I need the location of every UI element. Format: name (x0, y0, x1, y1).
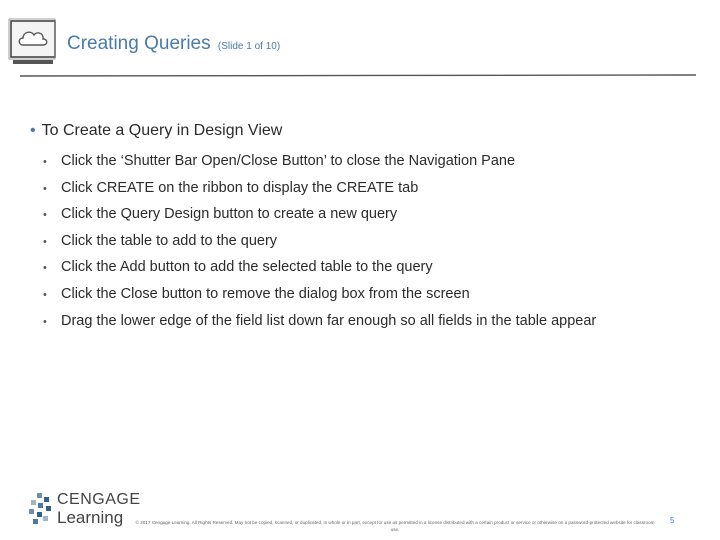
slide-header (6, 18, 706, 80)
step-text: Drag the lower edge of the field list down far enough so all fields in the table appear (61, 312, 597, 329)
main-bullet-text: To Create a Query in Design View (41, 122, 283, 139)
bullet-icon: • (43, 315, 47, 328)
list-item (43, 311, 596, 338)
page-number: 5 (670, 516, 675, 525)
list-item (43, 284, 596, 311)
list-item (43, 204, 596, 231)
steps-list (43, 151, 596, 337)
step-text: Click the Query Design button to create a new query (61, 206, 398, 223)
bullet-icon: • (43, 182, 47, 195)
step-text: Click CREATE on the ribbon to display the CREATE tab (61, 179, 419, 196)
bullet-icon: • (43, 156, 47, 168)
title-divider (20, 74, 696, 78)
bullet-icon: • (43, 209, 47, 222)
step-text: Click the table to add to the query (61, 232, 278, 249)
bullet-icon: • (43, 288, 47, 301)
bullet-icon: • (30, 122, 36, 139)
logo-line1: CENGAGE (57, 491, 141, 508)
slide-title-sub: (Slide 1 of 10) (217, 41, 281, 52)
list-item (43, 178, 596, 205)
slide-title (67, 33, 280, 55)
list-item (43, 257, 596, 284)
step-text: Click the Close button to remove the dialog box from the screen (61, 285, 470, 302)
cloud-monitor-icon (8, 18, 60, 70)
logo-line2: Learning (57, 508, 124, 527)
list-item (43, 151, 596, 178)
step-text: Click the ‘Shutter Bar Open/Close Button’ to close the Navigation Pane (61, 153, 516, 169)
bullet-icon: • (43, 235, 47, 248)
slide-title-text: Creating Queries (67, 33, 211, 54)
list-item (43, 231, 596, 258)
cengage-logo (27, 487, 141, 532)
copyright-footer: © 2017 Cengage Learning. All Rights Reserved. May not be copied, scanned, or duplicated, in whole or in part, except for use as permitted in a license distributed with a certain product or service or otherwise on a password-protected website for classroom use. (135, 520, 655, 532)
main-bullet (30, 122, 282, 140)
cengage-logo-icon (27, 491, 53, 527)
step-text: Click the Add button to add the selected table to the query (61, 259, 433, 276)
bullet-icon: • (43, 262, 47, 275)
